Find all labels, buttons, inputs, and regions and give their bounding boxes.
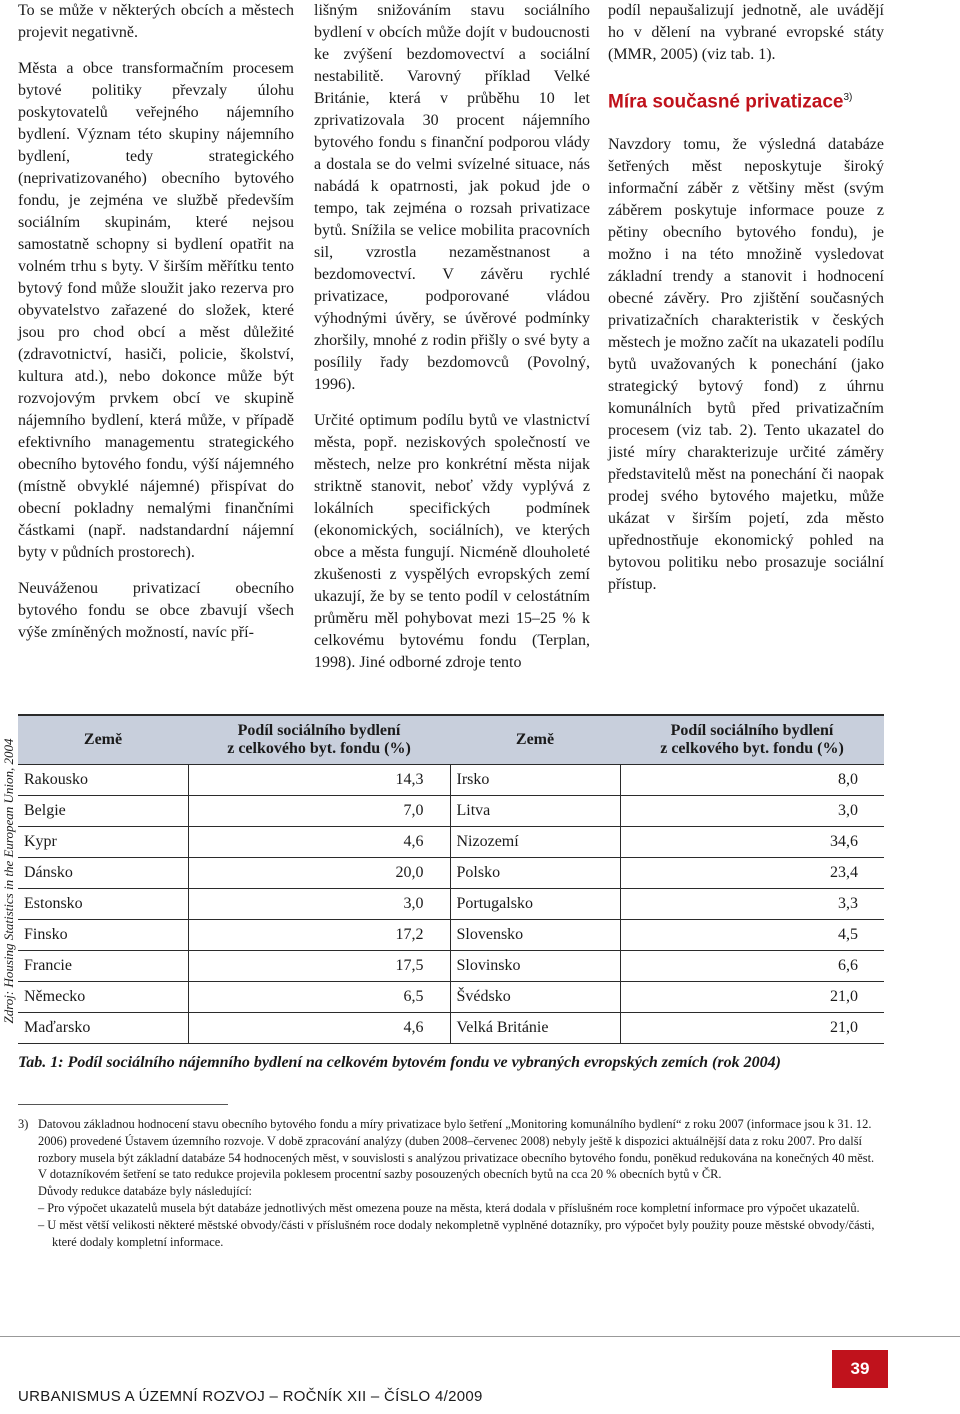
cell-country: Slovensko xyxy=(450,920,620,951)
table-row xyxy=(18,827,884,858)
header-country: Země xyxy=(450,715,620,765)
paragraph: Navzdory tomu, že výsledná databáze šetřených měst neposkytuje široký informační záběr z většiny měst (svým záběrem poskytuje informace pouze z pětiny obecního bytového fondu), je možno i na této množině vysledovat základní trendy a stanovit i hodnocení obecné závěry. Pro zjištění současných privatizačních charakteristik v českých městech je možno začít na ukazateli podílu bytů uvažovaných k ponechání (jako strategický bytový fond) z úhrnu komunálních bytů před privatizačním procesem (viz tab. 2). Tento ukazatel do jisté míry charakterizuje určité záměry představitelů měst na ponechání či naopak prodej svého bytového majetku, může ukázat v širším pojetí, zda město upřednostňuje ekonomický pohled na bytovou politiku nebo prosazuje sociální přístup. xyxy=(608,136,884,594)
footnote-number: 3) xyxy=(18,1117,29,1131)
table-row xyxy=(18,1013,884,1044)
cell-country: Polsko xyxy=(450,858,620,889)
text-column-3 xyxy=(608,0,884,610)
cell-country: Estonsko xyxy=(18,889,188,920)
table-row xyxy=(18,951,884,982)
data-table xyxy=(18,714,884,1044)
text-column-1 xyxy=(18,0,294,658)
footnote xyxy=(18,1116,884,1250)
cell-country: Slovinsko xyxy=(450,951,620,982)
footnote-text: Datovou základnou hodnocení stavu obecního bytového fondu a míry privatizace bylo šetření „Monitoring komunálního bydlení“ z roku 2007 (informace jsou k 31. 12. 2006) provedené Ústavem územního rozvoje. V době zpracování analýzy (duben 2008–červenec 2008) nebyly ještě k dispozici aktuálnější data z roku 2007. Pro další rozbory musela být základní databáze 54 hodnocených měst, v souvislosti s analýzou privatizace obecního bytového fondu, poněkud redukována na konečných 40 měst. V dotazníkovém šetření se tato redukce projevila poklesem procentní sazby posouzených obecních bytů na cca 20 % obecních bytů v ČR. xyxy=(38,1117,875,1182)
table-caption: Tab. 1: Podíl sociálního nájemního bydlení na celkovém bytovém fondu ve vybraných evropských zemích (rok 2004) xyxy=(18,1054,781,1071)
paragraph: To se může v některých obcích a městech projevit negativně. xyxy=(18,2,294,41)
cell-country: Velká Británie xyxy=(450,1013,620,1044)
cell-share: 21,0 xyxy=(620,1013,884,1044)
paragraph: Určité optimum podílu bytů ve vlastnictví města, popř. neziskových společností ve městech, nelze pro konkrétní města nijak striktně stanovit, neboť vždy vyplývá z lokálních specifických podmínek (ekonomických, sociálních), ve kterých obce a města fungují. Nicméně dlouholeté zkušenosti z vyspělých evropských zemí ukazují, že by se tento podíl v celostátním průměru měl pohybovat mezi 15–25 % k celkovému bytovému fondu (Terplan, 1998). Jiné odborné zdroje tento xyxy=(314,412,590,671)
cell-country: Maďarsko xyxy=(18,1013,188,1044)
cell-share: 3,0 xyxy=(620,796,884,827)
cell-country: Irsko xyxy=(450,765,620,796)
cell-share: 17,5 xyxy=(188,951,450,982)
footnote-list-item: – U měst větší velikosti některé městské obvody/části v příslušném roce dodaly nekompletně vyplněné dotazníky, pro výpočet byly použity pouze městské obvody/části, které dodaly kompletní informace. xyxy=(38,1217,875,1249)
table-row xyxy=(18,858,884,889)
cell-country: Švédsko xyxy=(450,982,620,1013)
section-heading-text: Míra současné privatizace xyxy=(608,91,844,113)
cell-country: Francie xyxy=(18,951,188,982)
header-share: Podíl sociálního bydlení z celkového byt. fondu (%) xyxy=(188,715,450,765)
table-source-text: Zdroj: Housing Statistics in the European Union, 2004 xyxy=(1,738,16,1024)
cell-share: 21,0 xyxy=(620,982,884,1013)
cell-share: 4,5 xyxy=(620,920,884,951)
cell-share: 20,0 xyxy=(188,858,450,889)
table-row xyxy=(18,889,884,920)
table-body xyxy=(18,765,884,1044)
header-country: Země xyxy=(18,715,188,765)
table-row xyxy=(18,920,884,951)
cell-share: 8,0 xyxy=(620,765,884,796)
cell-share: 3,0 xyxy=(188,889,450,920)
table-source xyxy=(0,714,18,1048)
journal-title: URBANISMUS A ÚZEMNÍ ROZVOJ – ROČNÍK XII – ČÍSLO 4/2009 xyxy=(18,1388,483,1405)
cell-share: 34,6 xyxy=(620,827,884,858)
cell-country: Litva xyxy=(450,796,620,827)
footnote-text: Důvody redukce databáze byly následující: xyxy=(38,1184,253,1199)
cell-country: Belgie xyxy=(18,796,188,827)
table-row xyxy=(18,982,884,1013)
footnote-list-item: – Pro výpočet ukazatelů musela být databáze jednotlivých měst omezena pouze na města, která dodala v příslušném roce kompletní informace pro výpočet ukazatelů. xyxy=(38,1200,860,1215)
paragraph: Města a obce transformačním procesem bytové politiky převzaly úlohu poskytovatelů veřejného nájemního bydlení. Význam této skupiny nájemního bydlení, tedy strategického (neprivatizovaného) obecního bytového fondu, je zejména ve službě především sociálním skupinám, které nejsou samostatně schopny si bydlení opatřit na volném trhu s byty. V širším měřítku tento bytový fond může sloužit jako rezerva pro obyvatelstvo zařazené do složek, které jsou pro chod obcí a měst důležité (zdravotnictví, hasiči, policie, školství, kultura atd.), nebo dokonce může být rozvojovým prvkem obcí ve skupině nájemního bydlení, která může, v případě efektivního managementu strategického obecního bytového fondu, výší nájemného (místně obvyklé nájemné) přispívat do obecní pokladny nemalými finančními částkami (např. nadstandardní nájemní byty v půdních prostorech). xyxy=(18,60,294,561)
table-header-row xyxy=(18,715,884,765)
table-row xyxy=(18,765,884,796)
table-row xyxy=(18,796,884,827)
paragraph: Neuváženou privatizací obecního bytového fondu se obce zbavují všech výše zmíněných možností, navíc pří- xyxy=(18,580,294,641)
cell-country: Kypr xyxy=(18,827,188,858)
cell-country: Rakousko xyxy=(18,765,188,796)
section-heading xyxy=(608,86,884,114)
cell-share: 14,3 xyxy=(188,765,450,796)
footer-divider xyxy=(0,1336,960,1337)
footnote-reference: 3) xyxy=(843,92,853,103)
cell-share: 4,6 xyxy=(188,1013,450,1044)
page-number: 39 xyxy=(832,1350,888,1388)
cell-country: Dánsko xyxy=(18,858,188,889)
header-share: Podíl sociálního bydlení z celkového byt. fondu (%) xyxy=(620,715,884,765)
cell-share: 6,6 xyxy=(620,951,884,982)
paragraph: podíl nepaušalizují jednotně, ale uvádějí ho v dělení na vybrané evropské státy (MMR, 2005) (viz tab. 1). xyxy=(608,2,884,63)
cell-country: Nizozemí xyxy=(450,827,620,858)
paragraph: lišným snižováním stavu sociálního bydlení v obcích může dojít v budoucnosti ke zvýšení bezdomovectví a sociální nestabilitě. Varovný příklad Velké Británie, která v průběhu 10 let zprivatizovala 30 procent nájemního bytového fondu s finanční podporou vlády a dostala se do velmi svízelné situace, nás nabádá k opatrnosti, jak pokud jde o tempo, tak zejména o rozsah privatizace bytů. Snížila se velice mobilita pracovních sil, vzrostla nezaměstnanost a bezdomovectví. V závěru rychlé privatizace, podporované vládou výhodnými úvěry, se úvěrové podmínky zhoršily, mnohé z rodin přišly o své byty a posílily řady bezdomovců (Povolný, 1996). xyxy=(314,2,590,393)
cell-share: 23,4 xyxy=(620,858,884,889)
cell-share: 4,6 xyxy=(188,827,450,858)
cell-share: 17,2 xyxy=(188,920,450,951)
cell-share: 3,3 xyxy=(620,889,884,920)
cell-country: Portugalsko xyxy=(450,889,620,920)
text-column-2 xyxy=(314,0,590,688)
cell-country: Německo xyxy=(18,982,188,1013)
cell-share: 7,0 xyxy=(188,796,450,827)
cell-share: 6,5 xyxy=(188,982,450,1013)
footnote-body xyxy=(38,1116,884,1250)
cell-country: Finsko xyxy=(18,920,188,951)
footnote-divider xyxy=(18,1104,228,1105)
